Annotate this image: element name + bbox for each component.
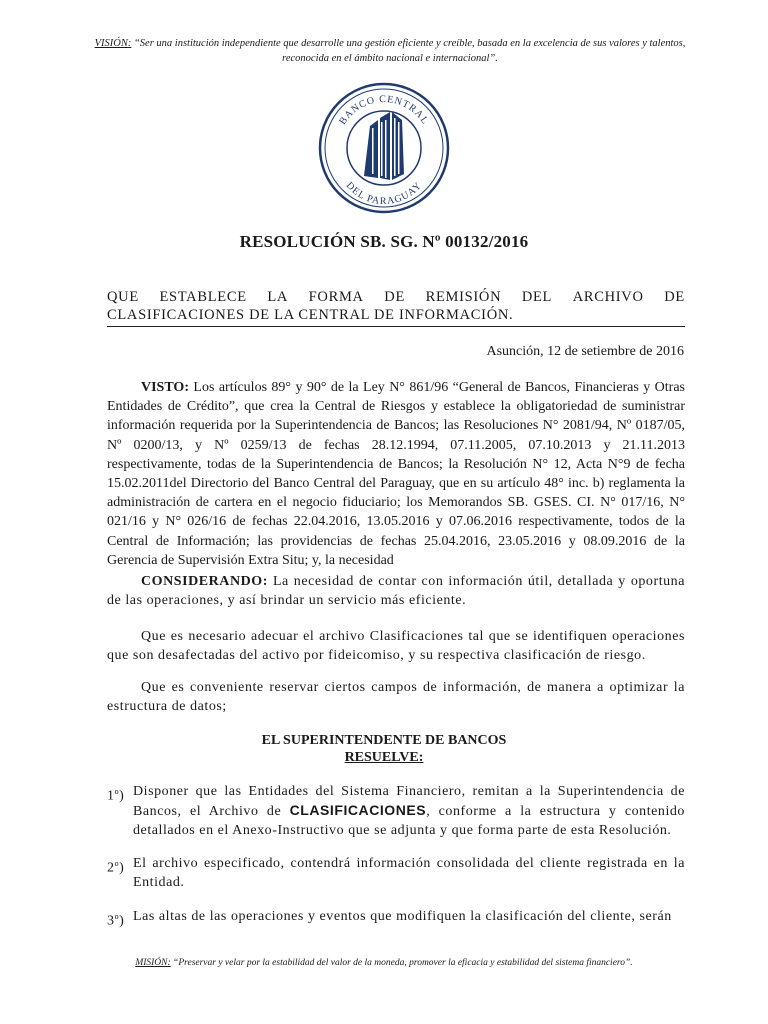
svg-text:DEL PARAGUAY	[344, 180, 425, 207]
building-icon	[364, 112, 404, 180]
item-number: 1$^o$)	[107, 787, 125, 804]
vision-statement	[90, 36, 690, 66]
seal-top-text: BANCO CENTRAL	[337, 93, 431, 127]
subject-word: REMISIÓN	[425, 289, 502, 305]
item-number: 2$^o$)	[107, 859, 125, 876]
resolution-item	[107, 854, 685, 892]
mission-label: MISIÓN:	[135, 958, 171, 968]
considerando-paragraph	[107, 572, 685, 610]
clasificaciones-keyword: CLASIFICACIONES	[289, 802, 427, 819]
subject-word: DEL	[521, 289, 553, 305]
para3-text: Que es conveniente reservar ciertos campos de información, de manera a optimizar la estructura de datos;	[107, 680, 685, 715]
resolve-heading	[0, 732, 768, 766]
visto-label: VISTO:	[141, 380, 189, 395]
item-text: El archivo especificado, contendrá información consolidada del cliente registrada en la Entidad.	[133, 856, 685, 891]
vision-line1: “Ser una institución independiente que desarrolle una gestión eficiente y creíble, basada en la excelencia de sus valores y talentos,	[131, 38, 686, 49]
considerando-label: CONSIDERANDO:	[141, 574, 268, 589]
mission-text: “Preservar y velar por la estabilidad del valor de la moneda, promover la eficacia y estabilidad del sistema financiero”.	[170, 958, 633, 968]
item-text: Las altas de las operaciones y eventos que modifiquen la clasificación del cliente, serán	[133, 909, 672, 924]
subject-word: FORMA	[308, 289, 364, 305]
seal-bottom-text: DEL PARAGUAY	[343, 180, 425, 208]
vision-label: VISIÓN:	[94, 38, 132, 49]
superintendent-heading: EL SUPERINTENDENTE DE BANCOS	[261, 733, 507, 748]
subject-word: ARCHIVO	[572, 289, 644, 305]
resolution-item	[107, 907, 685, 931]
visto-paragraph	[107, 378, 685, 570]
subject-word: DE	[664, 289, 685, 305]
vision-line2: reconocida en el ámbito nacional e internacional”.	[282, 53, 498, 64]
subject-word: ESTABLECE	[159, 289, 247, 305]
item-text: Disponer que las Entidades del Sistema Financiero, remitan a la Superintendencia de Bancos, el Archivo de CLASIFICACIONES, conforme a la estructura y contenido detallados en el Anexo-Instructivo que se adjunta y que forma parte de esta Resolución.	[133, 784, 685, 839]
subject-line1	[107, 288, 685, 306]
resuelve-heading: RESUELVE:	[344, 750, 424, 765]
considerando-paragraph-3	[107, 678, 685, 716]
subject-word: DE	[384, 289, 406, 305]
considerando-text: La necesidad de contar con información útil, detallada y oportuna de las operaciones, y así brindar un servicio más eficiente.	[107, 574, 685, 609]
para2-text: Que es necesario adecuar el archivo Clasificaciones tal que se identifiquen operaciones que son desafectadas del activo por fideicomiso, y su respectiva clasificación de riesgo.	[107, 629, 685, 664]
subject-line2: CLASIFICACIONES DE LA CENTRAL DE INFORMACIÓN.	[107, 307, 514, 323]
document-date: Asunción, 12 de setiembre de 2016	[486, 344, 684, 359]
resolution-item	[107, 782, 685, 841]
visto-text: Los artículos 89° y 90° de la Ley N° 861/96 “General de Bancos, Financieras y Otras Entidades de Crédito”, que crea la Central de Riesgos y establece la obligatoriedad de suministrar información requerida por la Superintendencia de Bancos; las Resoluciones N° 2081/94, Nº 0187/05, Nº 0200/13, y Nº 0259/13 de fechas 28.12.1994, 07.11.2005, 07.10.2013 y 21.11.2013 respectivamente, todas de la Superintendencia de Bancos; la Resolución N° 12, Acta N°9 de fecha 15.02.2011del Directorio del Banco Central del Paraguay, que en su artículo 48° inc. b) reglamenta la administración de cartera en el negocio fiduciario; los Memorandos SB. GSES. CI. N° 017/16, N° 021/16 y N° 026/16 de fechas 22.04.2016, 13.05.2016 y 07.06.2016 respectivamente, todos de la Central de Información; las providencias de fechas 25.04.2016, 23.05.2016 y 08.09.2016 de la Gerencia de Supervisión Extra Situ; y, la necesidad	[107, 380, 685, 568]
item-number: 3$^o$)	[107, 912, 125, 929]
bcp-seal-logo	[318, 82, 450, 214]
resolution-title: RESOLUCIÓN SB. SG. Nº 00132/2016	[239, 232, 529, 251]
considerando-paragraph-2	[107, 627, 685, 665]
subject-word: LA	[267, 289, 289, 305]
subject-word: QUE	[107, 289, 139, 305]
mission-statement	[0, 958, 768, 968]
resolution-subject	[107, 288, 685, 327]
